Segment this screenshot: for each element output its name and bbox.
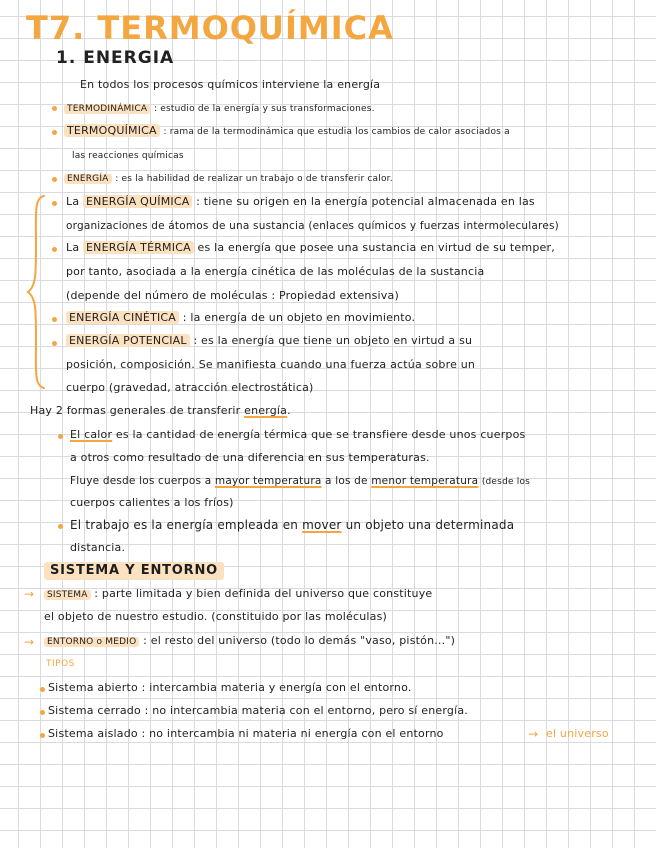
def-energia-text: : es la habilidad de realizar un trabajo o de transferir calor.	[115, 174, 393, 184]
bullet-dot-icon	[52, 106, 57, 111]
term-termoquimica: TERMOQUÍMICA	[64, 124, 160, 137]
bullet-dot-icon	[52, 341, 57, 346]
term-sistema: SISTEMA	[44, 590, 91, 600]
term-energia: ENERGÍA	[64, 174, 112, 184]
transfer-intro-word: energía	[244, 404, 288, 417]
transfer-intro-pre: Hay 2 formas generales de transferir	[30, 404, 241, 417]
trabajo-line	[70, 518, 514, 532]
sistema-abierto: Sistema abierto : intercambia materia y energía con el entorno.	[48, 681, 412, 694]
tipos-label: TIPOS	[46, 659, 75, 669]
aislado-note: el universo	[546, 727, 609, 740]
calor-text-4: cuerpos calientes a los fríos)	[70, 496, 234, 509]
def-termoquimica-text: : rama de la termodinámica que estudia los cambios de calor asociados a	[163, 127, 510, 137]
def-energia	[64, 171, 393, 186]
bullet-dot-icon	[58, 524, 63, 529]
energia-cinetica-line	[66, 311, 415, 325]
trabajo-mover: mover	[302, 518, 342, 532]
term-termodinamica: TERMODINÁMICA	[64, 104, 150, 114]
sistema-text-2: el objeto de nuestro estudio. (constituido por las moléculas)	[44, 610, 388, 623]
term-energia-cinetica: ENERGÍA CINÉTICA	[66, 311, 179, 324]
sistema-cerrado: Sistema cerrado : no intercambia materia con el entorno, pero sí energía.	[48, 704, 468, 717]
calor-pre: El calor	[70, 428, 113, 441]
section-heading-sistema-entorno: SISTEMA Y ENTORNO	[44, 562, 224, 580]
bullet-dot-icon	[52, 177, 57, 182]
term-energia-quimica: ENERGÍA QUÍMICA	[83, 195, 192, 208]
def-termodinamica-text: : estudio de la energía y sus transformaciones.	[153, 104, 375, 114]
energia-quimica-pre: La	[66, 195, 80, 208]
intro-line: En todos los procesos químicos interviene la energía	[80, 78, 381, 91]
bullet-dot-icon	[40, 733, 45, 738]
bullet-dot-icon	[40, 687, 45, 692]
sistema-line	[44, 587, 432, 602]
calor-line	[70, 428, 525, 442]
calor-text-3-pre: Fluye desde los cuerpos a	[70, 475, 212, 487]
sistema-aislado: Sistema aislado : no intercambia ni materia ni energía con el entorno	[48, 727, 444, 740]
calor-text-3-menor: menor temperatura	[371, 475, 479, 487]
energia-termica-line	[66, 241, 555, 255]
energia-quimica-text: : tiene su origen en la energía potencial almacenada en las	[196, 195, 535, 208]
section-heading-energia: 1. ENERGIA	[56, 48, 175, 68]
entorno-line	[44, 634, 455, 649]
energia-termica-text-2: por tanto, asociada a la energía cinética de las moléculas de la sustancia	[66, 265, 485, 278]
energia-quimica-line	[66, 195, 535, 209]
sistema-text: : parte limitada y bien definida del universo que constituye	[94, 587, 433, 600]
transfer-intro-end: .	[287, 404, 291, 417]
bullet-dot-icon	[52, 201, 57, 206]
energia-potencial-text-3: cuerpo (gravedad, atracción electrostática)	[66, 381, 314, 394]
bullet-dot-icon	[52, 317, 57, 322]
calor-text-3-end: (desde los	[481, 477, 531, 487]
energia-termica-pre: La	[66, 241, 80, 254]
energia-potencial-line	[66, 334, 472, 348]
calor-text: es la cantidad de energía térmica que se transfiere desde unos cuerpos	[115, 428, 526, 441]
term-entorno: ENTORNO o MEDIO	[44, 637, 139, 647]
curly-brace-icon	[26, 194, 48, 390]
energia-quimica-text-2: organizaciones de átomos de una sustancia (enlaces químicos y fuerzas intermoleculares)	[66, 220, 559, 232]
term-energia-potencial: ENERGÍA POTENCIAL	[66, 334, 190, 347]
trabajo-pre: El trabajo es la energía empleada en	[70, 518, 299, 532]
arrow-right-icon: →	[24, 587, 35, 601]
arrow-right-icon: →	[528, 727, 539, 741]
arrow-right-icon: →	[24, 635, 35, 649]
energia-cinetica-text: : la energía de un objeto en movimiento.	[182, 311, 416, 324]
def-termodinamica	[64, 101, 375, 116]
energia-potencial-text-2: posición, composición. Se manifiesta cuando una fuerza actúa sobre un	[66, 358, 476, 371]
term-energia-termica: ENERGÍA TÉRMICA	[83, 241, 194, 254]
entorno-text: : el resto del universo (todo lo demás "vaso, pistón...")	[143, 634, 456, 647]
def-termoquimica	[64, 124, 510, 139]
calor-text-2: a otros como resultado de una diferencia en sus temperaturas.	[70, 451, 430, 464]
calor-line-3	[70, 474, 530, 489]
calor-text-3-mid: a los de	[325, 475, 368, 487]
trabajo-text: un objeto una determinada	[345, 518, 515, 532]
bullet-dot-icon	[58, 434, 63, 439]
energia-potencial-text: : es la energía que tiene un objeto en virtud a su	[193, 334, 473, 347]
bullet-dot-icon	[40, 710, 45, 715]
calor-text-3-mayor: mayor temperatura	[214, 475, 322, 487]
energia-termica-text-3: (depende del número de moléculas : Propiedad extensiva)	[66, 289, 399, 302]
bullet-dot-icon	[52, 130, 57, 135]
energia-termica-text: es la energía que posee una sustancia en virtud de su temper,	[197, 241, 555, 254]
def-termoquimica-text-2: las reacciones químicas	[72, 151, 184, 161]
bullet-dot-icon	[52, 247, 57, 252]
trabajo-text-2: distancia.	[70, 541, 126, 554]
page-title: T7. TERMOQUÍMICA	[26, 9, 394, 47]
transfer-intro	[30, 404, 291, 418]
